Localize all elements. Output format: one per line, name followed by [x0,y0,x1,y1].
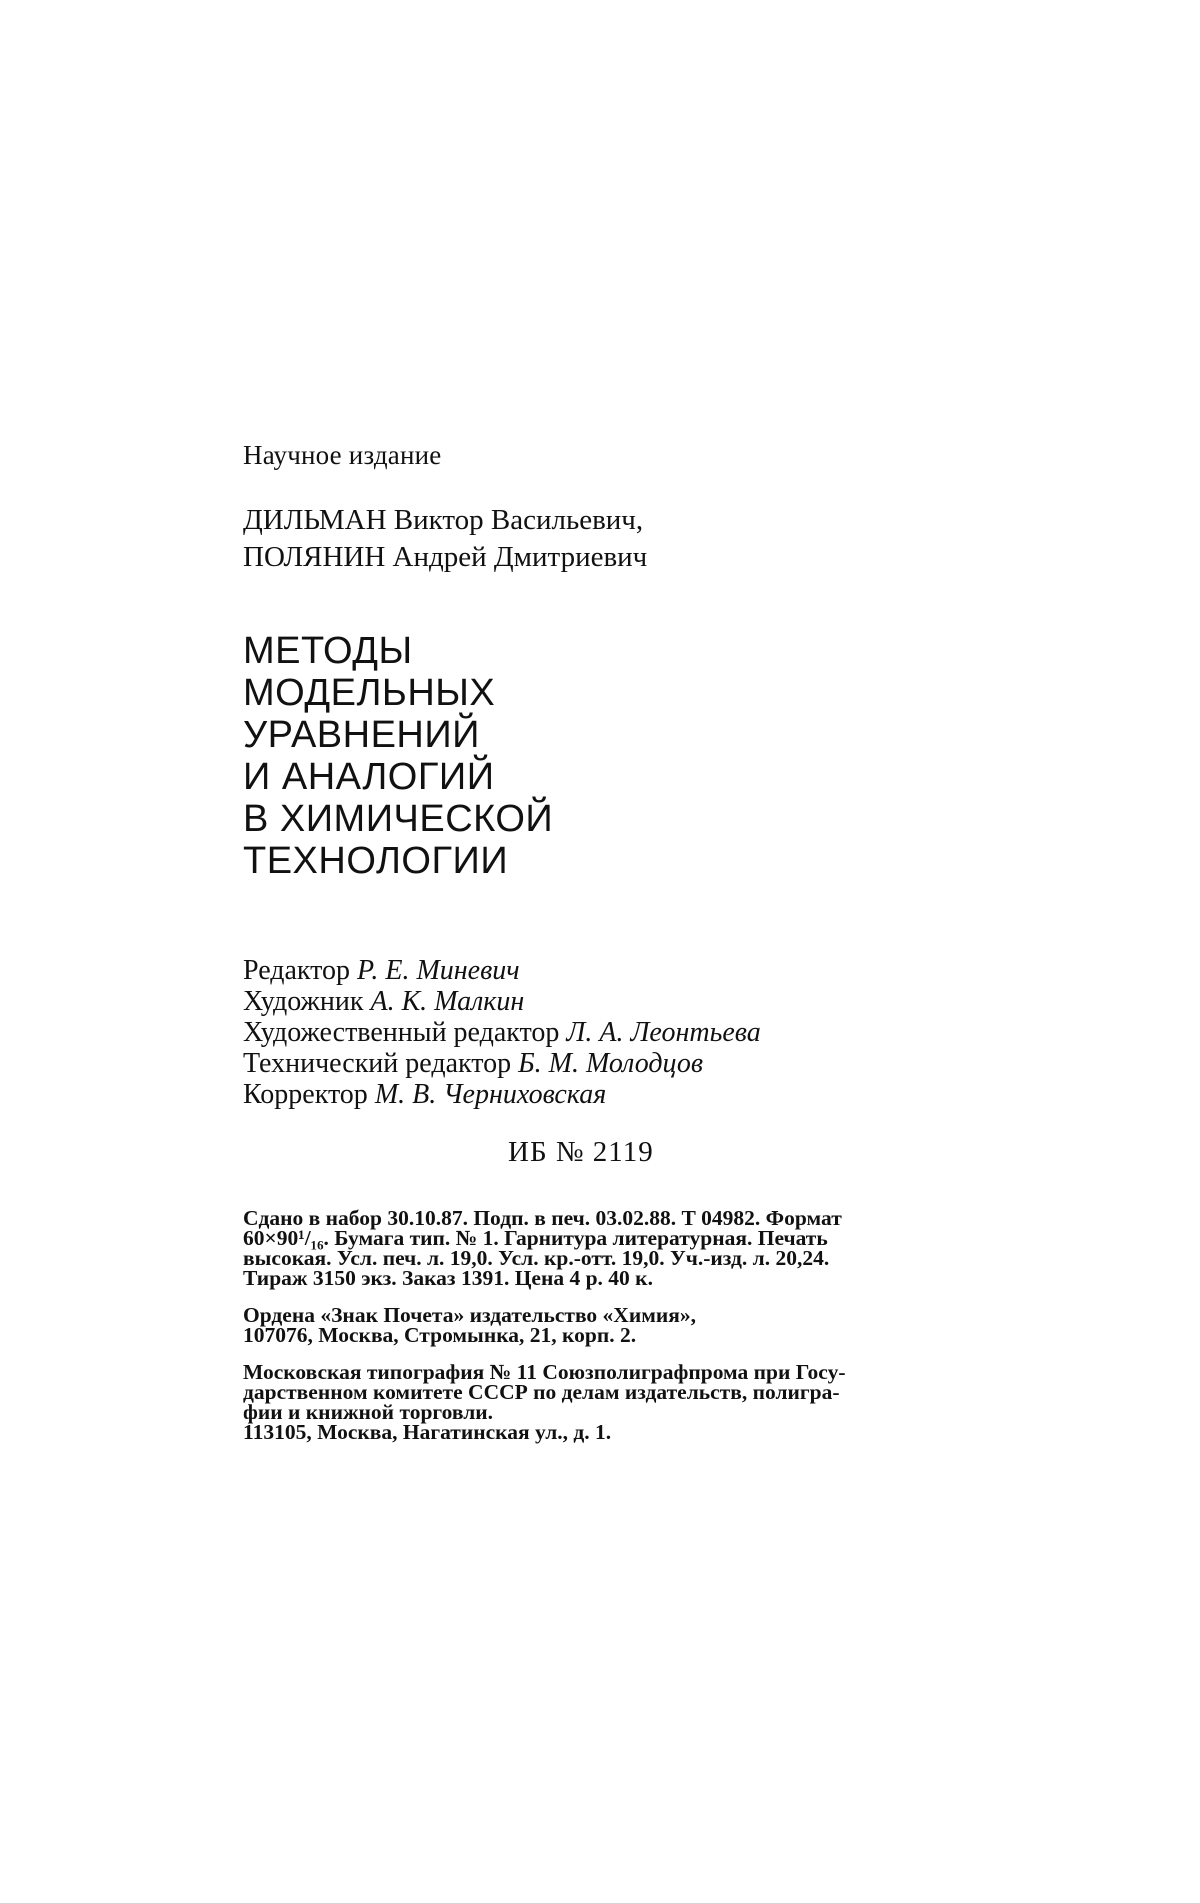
series-label: Научное издание [243,440,442,470]
imprint-line: 107076, Москва, Стромынка, 21, корп. 2. [243,1323,637,1347]
ib-number: ИБ № 2119 [508,1136,654,1168]
title-line: МОДЕЛЬНЫХ [243,672,496,714]
author-name: ПОЛЯНИН Андрей Дмитриевич [243,541,648,573]
credits-block [243,955,761,1110]
credit-editor [243,955,761,986]
author-name: ДИЛЬМАН Виктор Васильевич, [243,504,644,536]
title-line: ТЕХНОЛОГИИ [243,840,509,882]
credit-artist [243,986,761,1017]
book-title [243,630,553,882]
title-line: И АНАЛОГИЙ [243,756,495,798]
imprint-line: высокая. Усл. печ. л. 19,0. Усл. кр.-отт. 19,0. Уч.-изд. л. 20,24. [243,1246,830,1270]
imprint-line: 113105, Москва, Нагатинская ул., д. 1. [243,1420,612,1444]
credit-proofreader [243,1079,761,1110]
credit-person: Л. А. Леонтьева [566,1017,761,1048]
title-line: В ХИМИЧЕСКОЙ [243,798,554,840]
credit-technical-editor [243,1048,761,1079]
credit-art-editor [243,1017,761,1048]
credit-role: Корректор [243,1079,368,1110]
print-details [243,1208,955,1288]
publisher-info [243,1305,955,1345]
imprint-line: Ордена «Знак Почета» издательство «Химия», [243,1303,697,1327]
credit-role: Технический редактор [243,1048,512,1079]
credit-person: Р. Е. Миневич [357,955,520,986]
imprint-line: Тираж 3150 экз. Заказ 1391. Цена 4 р. 40 к. [243,1266,653,1290]
credit-person: А. К. Малкин [370,986,525,1017]
title-line: МЕТОДЫ [243,630,413,672]
credit-person: М. В. Черниховская [374,1079,607,1110]
imprint-line: Сдано в набор 30.10.87. Подп. в печ. 03.02.88. Т 04982. Формат [243,1206,842,1230]
authors-block [243,502,647,576]
imprint-line: дарственном комитете СССР по делам издательств, полигра- [243,1380,840,1404]
title-line: УРАВНЕНИЙ [243,714,480,756]
credit-person: Б. М. Молодцов [518,1048,704,1079]
imprint-line: Московская типография № 11 Союзполиграфпрома при Госу- [243,1360,846,1384]
imprint-line: фии и книжной торговли. [243,1400,494,1424]
imprint-line: 60×90¹/₁₆. Бумага тип. № 1. Гарнитура литературная. Печать [243,1226,828,1250]
credit-role: Редактор [243,955,351,986]
credit-role: Художественный редактор [243,1017,560,1048]
printer-info [243,1362,955,1442]
credit-role: Художник [243,986,364,1017]
